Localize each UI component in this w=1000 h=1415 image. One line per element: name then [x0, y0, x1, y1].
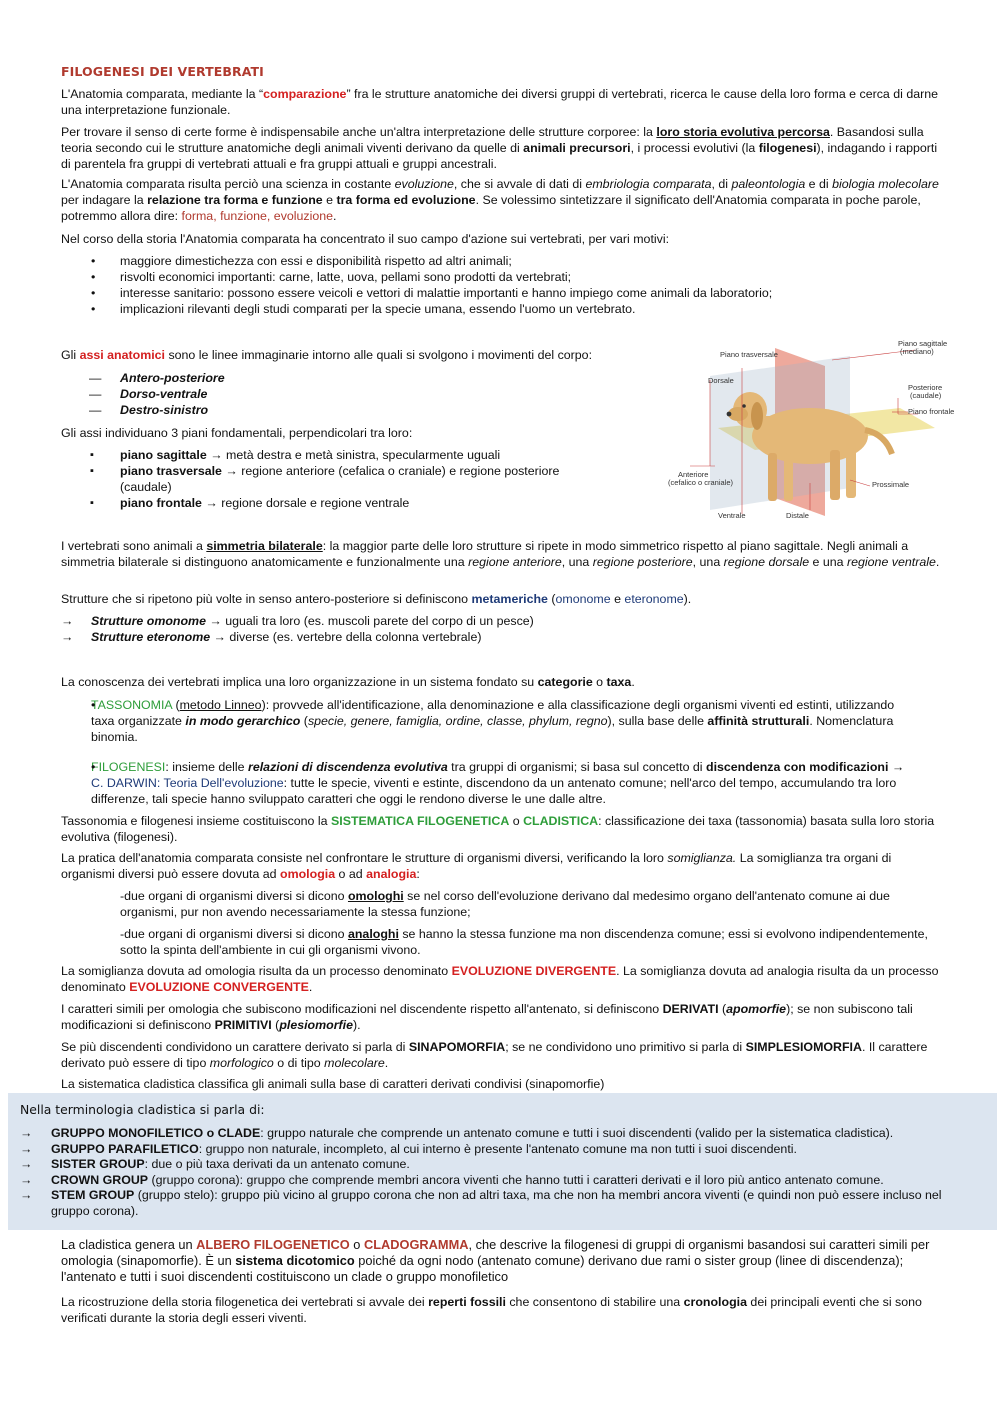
list-item: → GRUPPO PARAFILETICO: gruppo non naturale, incompleto, al cui interno è presente l'antenato comune ma non tutti i suoi discendenti.: [20, 1142, 980, 1158]
paragraph-classifica: La sistematica cladistica classifica gli animali sulla base di caratteri derivati condivisi (sinapomorfie): [61, 1077, 605, 1091]
section-title: FILOGENESI DEI VERTEBRATI: [61, 64, 264, 79]
figure-label-ventrale: Ventrale: [718, 511, 746, 520]
list-item: ▪ piano frontale → regione dorsale e regione ventrale: [61, 495, 606, 511]
list-item-filogenesi: • FILOGENESI: insieme delle relazioni di discendenza evolutiva tra gruppi di organismi; si basa sul concetto di discendenza con modificazioni → C. DARWIN: Teoria Dell'evoluzione: tutte le specie, viventi e estinte, discendono da un antenato comune; nell'arco del tempo, accumulando tra loro differenze, tali specie hanno sviluppato caratteri che oggi le rendono diverse le une dalle altre.: [61, 759, 911, 807]
paragraph-albero: La cladistica genera un ALBERO FILOGENETICO o CLADOGRAMMA, che descrive la filogenesi di gruppi di organismi basandosi sui caratteri simili per omologia (sinapomorfie). È un sistema dicotomico poiché da ogni nodo (antenato comune) derivano due rami o sister group (linee di discendenza); l'antenato e tutti i suoi discendenti costituiscono un clade o gruppo monofiletico: [61, 1237, 930, 1284]
paragraph-motivi-intro: Nel corso della storia l'Anatomia comparata ha concentrato il suo campo d'azione sui vertebrati, per vari motivi:: [61, 232, 670, 246]
paragraph-fossili: La ricostruzione della storia filogenetica dei vertebrati si avvale dei reperti fossili che consentono di stabilire una cronologia dei principali eventi che si sono verificati durante la storia degli esseri viventi.: [61, 1295, 922, 1325]
motivi-list: [61, 253, 941, 317]
list-item: → Strutture omonome → uguali tra loro (es. muscoli parete del corpo di un pesce): [61, 613, 941, 629]
list-item: • interesse sanitario: possono essere veicoli e vettori di malattie importanti e hanno impiego come animali da laboratorio;: [61, 285, 941, 301]
terminologia-title: Nella terminologia cladistica si parla di:: [20, 1102, 265, 1117]
list-item: → STEM GROUP (gruppo stelo): gruppo più vicino al gruppo corona che non ad altri taxa, ma che non ha membri ancora viventi (e quindi non può essere incluso nel gruppo corona).: [20, 1188, 980, 1219]
paragraph-metameriche: Strutture che si ripetono più volte in senso antero-posteriore si definiscono metameriche (omonome e eteronome).: [61, 592, 692, 606]
paragraph-caratteri: I caratteri simili per omologia che subiscono modificazioni nel discendente rispetto all'antenato, si definiscono DERIVATI (apomorfie); se non subiscono tali modificazioni si definiscono PRIMITIVI (plesiomorfie).: [61, 1002, 913, 1032]
figure-label-distale: Distale: [786, 511, 809, 520]
figure-label-sagittale: Piano sagittale: [898, 339, 948, 348]
paragraph-piani-intro: Gli assi individuano 3 piani fondamentali, perpendicolari tra loro:: [61, 426, 413, 440]
metameriche-list: [61, 613, 941, 645]
piani-list: [61, 447, 606, 511]
figure-label-anteriore: Anteriore: [678, 470, 709, 479]
list-item-tassonomia: • TASSONOMIA (metodo Linneo): provvede all'identificazione, alla denominazione e alla classificazione degli organismi viventi ed estinti, utilizzando taxa organizzate in modo gerarchico (specie, genere, famiglia, ordine, classe, phylum, regno), sulla base delle affinità strutturali. Nomenclatura binomia.: [61, 697, 911, 745]
terminologia-box: [8, 1093, 997, 1230]
filogenesi-list: [61, 759, 911, 807]
paragraph-evoluzione: La somiglianza dovuta ad omologia risulta da un processo denominato EVOLUZIONE DIVERGENTE. La somiglianza dovuta ad analogia risulta da un processo denominato EVOLUZIONE CONVERGENTE.: [61, 964, 939, 994]
figure-label-prossimale: Prossimale: [872, 480, 910, 489]
paragraph-conoscenza: La conoscenza dei vertebrati implica una loro organizzazione in un sistema fondato su categorie o taxa.: [61, 675, 635, 689]
paragraph-sinapomorfia: Se più discendenti condividono un carattere derivato si parla di SINAPOMORFIA; se ne condividono uno primitivo si parla di SIMPLESIOMORFIA. Il carattere derivato può essere di tipo morfologico o di tipo molecolare.: [61, 1040, 928, 1070]
paragraph-scienza-evoluzione: L'Anatomia comparata risulta perciò una scienza in costante evoluzione, che si avvale di dati di embriologia comparata, di paleontologia e di biologia molecolare per indagare la relazione tra forma e funzione e tra forma ed evoluzione. Se volessimo sintetizzare il significato dell'Anatomia comparata in poche parole, potremmo allora dire: forma, funzione, evoluzione.: [61, 177, 939, 223]
paragraph-assi-anatomici: Gli assi anatomici sono le linee immaginarie intorno alle quali si svolgono i movimenti del corpo:: [61, 348, 593, 362]
list-item: ▪ piano trasversale → regione anteriore (cefalica o craniale) e regione posteriore (caudale): [61, 463, 606, 495]
paragraph-sistematica: Tassonomia e filogenesi insieme costituiscono la SISTEMATICA FILOGENETICA o CLADISTICA: classificazione dei taxa (tassonomia) basata sulla loro storia evolutiva (filogenesi).: [61, 814, 935, 844]
list-item: — Dorso-ventrale: [61, 386, 661, 402]
tassonomia-list: [61, 697, 911, 745]
paragraph-anatomia-comparata: L'Anatomia comparata, mediante la “comparazione” fra le strutture anatomiche dei diversi gruppi di vertebrati, ricerca le cause della loro forma e cerca di darne una interpretazione funzionale.: [61, 87, 939, 117]
paragraph-analoghi: -due organi di organismi diversi si dicono analoghi se hanno la stessa funzione ma non discendenza comune; essi si evolvono indipendentemente, sotto la spinta dell'ambiente in cui gli organismi vivono.: [120, 927, 928, 957]
figure-label-trasversale: Piano trasversale: [720, 350, 778, 359]
list-item: ▪ piano sagittale → metà destra e metà sinistra, specularmente uguali: [61, 447, 606, 463]
figure-label-posteriore: Posteriore: [908, 383, 943, 392]
list-item: → CROWN GROUP (gruppo corona): gruppo che comprende membri ancora viventi che hanno tutti i caratteri derivati e il loro più antico antenato comune.: [20, 1173, 980, 1189]
paragraph-storia-evolutiva: Per trovare il senso di certe forme è indispensabile anche un'altra interpretazione delle strutture corporee: la loro storia evolutiva percorsa. Basandosi sulla teoria secondo cui le strutture anatomiche degli animali viventi derivano da quelle di animali precursori, i processi evolutivi (la filogenesi), indagando i rapporti di parentela fra gruppi di vertebrati attuali e fra gruppi attuali e gruppi ancestrali.: [61, 125, 938, 171]
figure-label-dorsale: Dorsale: [708, 376, 734, 385]
assi-list: [61, 370, 661, 418]
list-item: • implicazioni rilevanti degli studi comparati per la specie umana, essendo l'uomo un vertebrato.: [61, 301, 941, 317]
list-item: • risvolti economici importanti: carne, latte, uova, pellami sono prodotti da vertebrati;: [61, 269, 941, 285]
list-item: → SISTER GROUP: due o più taxa derivati da un antenato comune.: [20, 1157, 980, 1173]
anatomical-planes-figure: [660, 338, 960, 523]
list-item: — Destro-sinistro: [61, 402, 661, 418]
list-item: → Strutture eteronome → diverse (es. vertebre della colonna vertebrale): [61, 629, 941, 645]
list-item: — Antero-posteriore: [61, 370, 661, 386]
paragraph-simmetria-bilaterale: I vertebrati sono animali a simmetria bilaterale: la maggior parte delle loro strutture si ripete in modo simmetrico rispetto al piano sagittale. Negli animali a simmetria bilaterale si distinguono anatomicamente e funzionalmente una regione anteriore, una regione posteriore, una regione dorsale e una regione ventrale.: [61, 539, 940, 569]
terminologia-list: [20, 1126, 980, 1219]
list-item: • maggiore dimestichezza con essi e disponibilità rispetto ad altri animali;: [61, 253, 941, 269]
figure-label-caudale: (caudale): [910, 391, 942, 400]
paragraph-omologhi: -due organi di organismi diversi si dicono omologhi se nel corso dell'evoluzione derivano dal medesimo organo dell'antenato comune ai due organismi, pur non avendo necessariamente la stessa funzione;: [120, 889, 890, 919]
figure-label-frontale: Piano frontale: [908, 407, 955, 416]
list-item: → GRUPPO MONOFILETICO o CLADE: gruppo naturale che comprende un antenato comune e tutti i suoi discendenti (valido per la sistematica cladistica).: [20, 1126, 980, 1142]
paragraph-pratica: La pratica dell'anatomia comparata consiste nel confrontare le strutture di organismi diversi, verificando la loro somiglianza. La somiglianza tra organi di organismi diversi può essere dovuta ad omologia o ad analogia:: [61, 851, 892, 881]
figure-label-cefalico: (cefalico o craniale): [668, 478, 734, 487]
figure-label-mediano: (mediano): [900, 347, 934, 356]
